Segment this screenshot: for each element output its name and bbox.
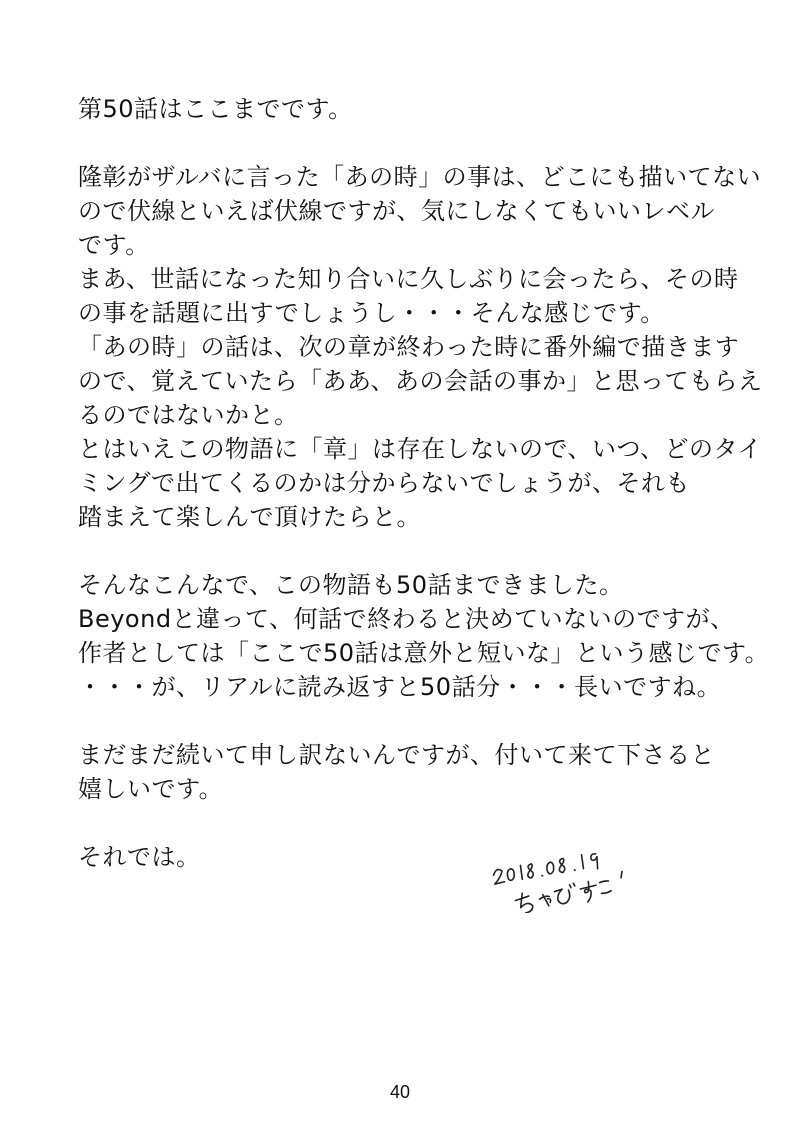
text-line: 嬉しいです。 xyxy=(78,775,224,803)
text-line: とはいえこの物語に「章」は存在しないので、いつ、どのタイ xyxy=(78,435,763,463)
text-line: まあ、世話になった知り合いに久しぶりに会ったら、その時 xyxy=(78,265,739,293)
page-number: 40 xyxy=(389,1082,411,1102)
text-line: ので、覚えていたら「ああ、あの会話の事か」と思ってもらえ xyxy=(78,367,763,395)
text-line: です。 xyxy=(78,231,150,259)
text-line: まだまだ続いて申し訳ないんですが、付いて来て下さると xyxy=(78,741,715,769)
paragraph-gap xyxy=(78,534,758,568)
text-line: そんなこんなで、この物語も50話まできました。 xyxy=(78,571,624,599)
signature-drawing xyxy=(485,838,665,913)
text-line: の事を話題に出すでしょうし・・・そんな感じです。 xyxy=(78,299,665,327)
text-line: るのではないかと。 xyxy=(78,401,299,429)
handwritten-signature xyxy=(485,838,665,913)
text-line: 踏まえて楽しんで頂けたらと。 xyxy=(78,503,421,531)
paragraph-gap xyxy=(78,704,758,738)
afterword-text xyxy=(78,92,770,874)
paragraph-gap xyxy=(78,806,758,840)
text-line: ミングで出てくるのかは分からないでしょうが、それも xyxy=(78,469,691,497)
text-line: 第50話はここまでです。 xyxy=(78,95,353,123)
text-line: ので伏線といえば伏線ですが、気にしなくてもいいレベル xyxy=(78,197,715,225)
text-line: ・・・が、リアルに読み返すと50話分・・・長いですね。 xyxy=(78,673,722,701)
text-line: 「あの時」の話は、次の章が終わった時に番外編で描きます xyxy=(78,333,740,361)
paragraph-gap xyxy=(78,126,758,160)
text-line: 隆彰がザルバに言った「あの時」の事は、どこにも描いてない xyxy=(78,163,762,191)
text-line: それでは。 xyxy=(78,843,201,871)
text-line: 作者としては「ここで50話は意外と短いな」という感じです。 xyxy=(78,639,770,667)
text-line: Beyondと違って、何話で終わると決めていないのですが、 xyxy=(78,605,735,633)
